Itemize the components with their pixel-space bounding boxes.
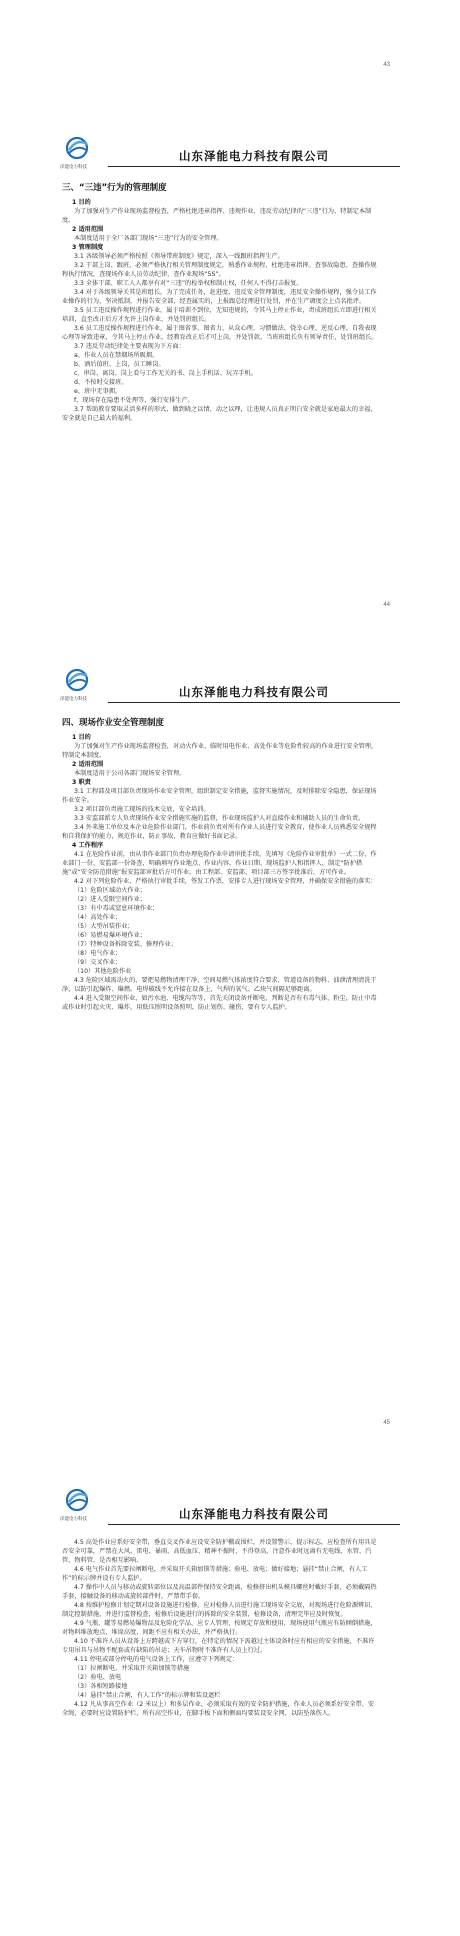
list-item: （2）进入受限空间作业； [74, 896, 146, 903]
page-header [60, 130, 400, 176]
section-4-body [62, 718, 380, 1012]
subheading: 1 目的 [72, 199, 91, 206]
page-number: 45 [383, 1420, 390, 1426]
paragraph: 4.10 不准许人员从设备上方跨越或下方穿行，在特定的情况下需越过主体设备时应有相应的安全措施，不准许专用吊具与吊物不配套或有缺陷的吊运；天车吊物时不准许有人员上行过。 [62, 1638, 375, 1654]
paragraph: 4.8 按维护检修计划定期对设备设施进行检修，应对检修人员进行施工现场安全交底，对现场进行危险源辨识、制定控制措施，并进行监督检查，检修后设施进行的拆除的安全装置，检修设备，清理完毕应及时恢复。 [62, 1602, 377, 1618]
logo-text: 泽能电力科技 [60, 1517, 87, 1522]
paragraph: 为了加强对生产作业现场监督检查，严格杜绝违章指挥、违规作业、违反劳动纪律的“三违”行为，特制定本制度。 [62, 208, 372, 224]
list-item: （3）各相短路接地 [74, 1683, 128, 1690]
section-4-continued-body [62, 1538, 380, 1718]
list-item: （9）交叉作业； [74, 959, 122, 966]
subheading: 2 适用范围 [72, 761, 104, 768]
document-page-1 [0, 0, 460, 610]
paragraph: 3.7 违反劳动纪律处主要表现为下方面： [74, 343, 185, 350]
list-item: （8）电气作业； [74, 950, 122, 957]
list-item: （4）悬挂“禁止合闸，有人工作”的标示牌和装设遮栏 [74, 1692, 221, 1699]
paragraph: 3.4 对于各级领导关其是班组长，为了完成任务，赶进度，违反安全管理制度，违反安全操作规程，强令员工作业操作的行为，坚决抵制，并报告安全部，经查属实的，上报跟总经理进行处罚，并在生产调度会上点名批评。 [62, 289, 377, 305]
paragraph: 4.7 操作中人员与移动或旋转部位以及高温部件保持安全距离，检修挤出机头模具螺丝时戴好手套，必须戴隔热手套，接触设备的移动或旋转部件时，严禁带手套。 [62, 1584, 377, 1600]
list-item: （3）有中毒或窒息环境作业； [74, 905, 159, 912]
company-name: 山东泽能电力科技有限公司 [108, 684, 400, 703]
subheading: 3 职责 [72, 779, 91, 786]
paragraph: 本制度适用于公司各部门现场安全管理。 [74, 770, 186, 777]
document-page-3 [0, 1260, 460, 1936]
subheading: 1 目的 [72, 734, 91, 741]
list-item: （1）危险区域动火作业； [74, 887, 146, 894]
document-page-2 [0, 602, 460, 1260]
section-3-body [62, 183, 380, 423]
page-header [60, 1482, 400, 1528]
list-item: d、不按时交接班。 [74, 379, 128, 386]
paragraph: 3.4 外来施工单位及本企业危险作业部门，作业前负责对所有作业人员进行安全教育，使作业人员熟悉安全规程和自我保护的能力，规范作业，防止事故，教育应做好书面记录。 [62, 824, 377, 840]
paragraph: 3.2 干部上岗、跟班，必须严格执行相关管理制度规定，熟悉作业规程，杜绝违章指挥。查事故隐患、查操作规程执行情况，查现场作业人员劳动纪律、查作业现场“5S”。 [62, 262, 377, 278]
paragraph: 4.6 电气作业首先要拉闸断电，并采取开关箱加锁等措施；验电、放电；做好接地；悬挂“禁止合闸，有人工作”的标示牌并设有专人监护。 [62, 1566, 368, 1582]
section-title: 三、“三违”行为的管理制度 [62, 183, 167, 193]
page-number: 44 [383, 602, 390, 608]
paragraph: 4.3 危险区域需动火的，要把易燃物清理干净，空间易燃气体浓度符合要求，管道设备的物料、油泄清理清洗干净，以防引起爆炸、爆燃。电焊破线不允许接在设备上，气焊的氧气、乙炔气间隔足够距离。 [62, 977, 377, 993]
list-item: （5）大型吊装作业； [74, 923, 134, 930]
list-item: （6）易燃易爆环境作业； [74, 932, 146, 939]
list-item: b、酒后值班、上岗，员工睡岗。 [74, 361, 165, 368]
paragraph: 3.1 工程部及项目部负责现场作业安全管理，组织制定安全措施，监督实施情况，及时排除安全隐患，保证现场作业安全。 [62, 788, 377, 804]
paragraph: 为了加强对生产作业现场监督检查，对动火作业、临时用电作业、高处作业等危险性较高的作业进行安全管理，特制定本制度。 [62, 743, 378, 759]
paragraph: 4.1 在危险作业前，由从事作业部门负责办理危险作业申请审批手续，先填写《危险作业审批单》一式二份，作业部门一份、安监部一份备查，明确填写作业地点、作业内容、作业日期、现场监护人和指挥人，制定“防护措施”或“安全防范措施”报安监部审批后方可作业。由工程部、安监部、项目部三方签字批准后，方可作业。 [62, 851, 377, 876]
subheading: 4 工作程序 [72, 842, 104, 849]
list-item: （1）拉闸断电，并采取开关箱加锁等措施 [74, 1665, 190, 1672]
logo-text: 泽能电力科技 [60, 697, 87, 702]
company-name: 山东泽能电力科技有限公司 [108, 1506, 400, 1525]
paragraph: 4.9 气瓶、罐等易燃易爆物品及危险化学品，应专人管理，按规定存放和使用，现场使用气瓶应有防倾倒措施，对物料堆放地点，堆垛高度，间距不应有相关办法，并严格执行。 [62, 1620, 377, 1636]
page-number: 43 [383, 62, 390, 68]
paragraph: 3.6 员工违反操作规程进行作业，属于图省事、图省力、从众心理、习惯做法、侥幸心理、逆反心理、自我表现心理等导致违章，令其马上停止作业，经教育改正后才可上岗，并处罚款，当班班组长负有领导责任，处罚班组长。 [62, 325, 378, 341]
paragraph: 3.3 全体干部、职工人人都享有对“三违”的检举权和制止权，任何人不得打击报复。 [74, 280, 303, 287]
list-item: e、班中无事拥。 [74, 388, 122, 395]
paragraph: 本制度适用于全厂各部门现场“三违”行为的安全管理。 [74, 235, 223, 242]
section-title: 四、现场作业安全管理制度 [62, 718, 165, 728]
paragraph: 4.12 凡从事高空作业（2 米以上）和多层作业，必须采取有效的安全防护措施，作业人员必须系好安全带、安全绳，必要时应设置防护栏，所有高空作业，在脚手板下面和侧面均要装设安全网，以防坠落伤人。 [62, 1701, 375, 1717]
paragraph: 3.3 安监部派专人负责现场作业安全措施实施的监督，作业现场监护人对直接作业和辅助人员的生命负责。 [74, 815, 365, 822]
list-item: （7）特种设备拆除安装、修理作业； [74, 941, 177, 948]
subheading: 3 管理制度 [72, 244, 104, 251]
subheading: 2 适用范围 [72, 226, 104, 233]
list-item: f、现场存在隐患不处理等，强行安排生产。 [74, 397, 194, 404]
paragraph: 3.7 帮助教育要取灵活多样的形式，做到晓之以情、动之以理，让违规人员真正明白安全就是家庭最大的幸福，安全就是自己最大的福利。 [62, 406, 377, 422]
list-item: （4）高处作业； [74, 914, 122, 921]
list-item: a、作业人员在禁烟场所吸烟。 [74, 352, 159, 359]
paragraph: 4.4 进入受限空间作业，如污水池、电缆沟等等，首先关闭设备并断电，判断是否有有毒气体，粉尘，防止中毒或作业时引起火灾、爆炸，用低压照明设备照明，防止划伤、碰伤，要有专人监护。 [62, 995, 377, 1011]
paragraph: 4.2 对下列危险作业，严格执行审批手续，签发工作票，安排专人进行现场安全管理，并确保安全措施的落实： [74, 878, 377, 885]
paragraph: 3.2 项目部负责施工现场的技术交底，安全培训。 [74, 806, 210, 813]
paragraph: 3.1 各级领导必须严格按照《领导带班制度》规定，深入一线跟班指挥生产。 [74, 253, 284, 260]
list-item: （2）验电、放电 [74, 1674, 122, 1681]
paragraph: 3.5 员工违反操作规程进行作业，属于培训不到位，无知违规的，令其马上停止作业，责成班组长立即进行相关培训，直至改正后方才允许上岗作业，并处罚班组长。 [62, 307, 377, 323]
company-name: 山东泽能电力科技有限公司 [108, 148, 400, 167]
paragraph: 4.5 高处作业应系好安全带，垂直交叉作业应设安全防护棚或围栏，并设置警示、提示标志，应检查所有用具是否安全可靠，严禁在大风、雷电、暴雨、高低血压、精神不振时，不得登高，注意作业时远离有无电线、水管、汽管、物料管、是否相互影响。 [62, 1539, 377, 1564]
list-item: （10）其他危险作业 [74, 968, 132, 975]
logo-text: 泽能电力科技 [60, 165, 87, 170]
paragraph: 4.11 停电或部分停电的电气设备上工作，应遵守下列规定： [74, 1656, 239, 1663]
list-item: c、串岗、离岗、岗上看与工作无关的书、岗上手机话、玩弄手机。 [74, 370, 257, 377]
page-header [60, 662, 400, 708]
